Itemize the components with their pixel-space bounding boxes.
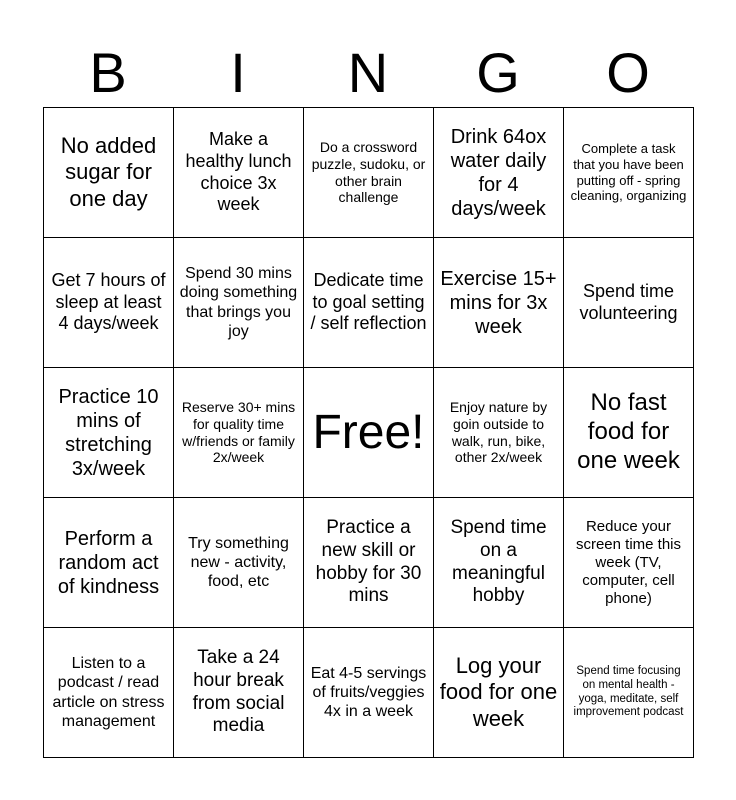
bingo-cell[interactable]: Log your food for one week [434, 628, 564, 758]
free-cell[interactable]: Free! [304, 368, 434, 498]
grid-row [44, 238, 694, 368]
grid-row [44, 368, 694, 498]
bingo-cell[interactable]: Enjoy nature by goin outside to walk, run, bike, other 2x/week [434, 368, 564, 498]
header-letter-b: B [89, 41, 127, 104]
bingo-grid [43, 107, 694, 758]
grid-row [44, 498, 694, 628]
header-letter-n: N [347, 41, 389, 104]
bingo-cell[interactable]: Spend time volunteering [564, 238, 694, 368]
bingo-cell[interactable]: Get 7 hours of sleep at least 4 days/week [44, 238, 174, 368]
bingo-cell[interactable]: Exercise 15+ mins for 3x week [434, 238, 564, 368]
bingo-cell[interactable]: Listen to a podcast / read article on stress management [44, 628, 174, 758]
bingo-cell[interactable]: Make a healthy lunch choice 3x week [174, 108, 304, 238]
header-letter-o: O [606, 41, 650, 104]
bingo-cell[interactable]: Drink 64ox water daily for 4 days/week [434, 108, 564, 238]
bingo-cell[interactable]: Eat 4-5 servings of fruits/veggies 4x in a week [304, 628, 434, 758]
bingo-cell[interactable]: Dedicate time to goal setting / self reflection [304, 238, 434, 368]
bingo-cell[interactable]: No fast food for one week [564, 368, 694, 498]
header-letter-i: I [230, 41, 246, 104]
bingo-cell[interactable]: Take a 24 hour break from social media [174, 628, 304, 758]
bingo-cell[interactable]: Practice 10 mins of stretching 3x/week [44, 368, 174, 498]
bingo-cell[interactable]: Reduce your screen time this week (TV, computer, cell phone) [564, 498, 694, 628]
grid-row [44, 108, 694, 238]
bingo-cell[interactable]: Spend time focusing on mental health - yoga, meditate, self improvement podcast [564, 628, 694, 758]
header-letter-g: G [476, 41, 520, 104]
bingo-cell[interactable]: Complete a task that you have been putting off - spring cleaning, organizing [564, 108, 694, 238]
bingo-cell[interactable]: No added sugar for one day [44, 108, 174, 238]
bingo-cell[interactable]: Try something new - activity, food, etc [174, 498, 304, 628]
bingo-cell[interactable]: Practice a new skill or hobby for 30 mins [304, 498, 434, 628]
bingo-header [43, 40, 693, 106]
bingo-cell[interactable]: Spend time on a meaningful hobby [434, 498, 564, 628]
bingo-cell[interactable]: Spend 30 mins doing something that brings you joy [174, 238, 304, 368]
bingo-cell[interactable]: Perform a random act of kindness [44, 498, 174, 628]
grid-row [44, 628, 694, 758]
bingo-cell[interactable]: Reserve 30+ mins for quality time w/friends or family 2x/week [174, 368, 304, 498]
bingo-cell[interactable]: Do a crossword puzzle, sudoku, or other brain challenge [304, 108, 434, 238]
